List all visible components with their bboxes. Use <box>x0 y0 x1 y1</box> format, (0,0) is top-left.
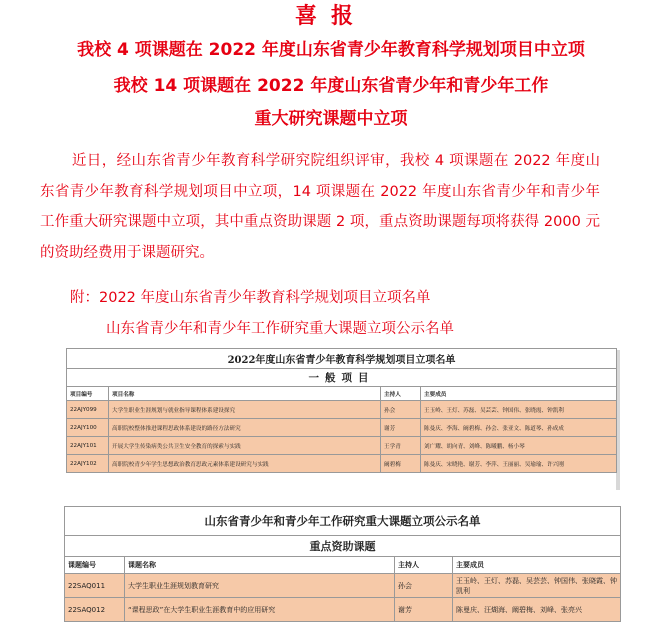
table2-header: 课题名称 <box>125 557 395 574</box>
page-title: 喜报 <box>294 4 367 29</box>
table1-header: 项目编号 <box>67 387 109 401</box>
project-name: 高职院校青少年学生思想政治教育思政元素体系建设研究与实践 <box>109 455 381 473</box>
project-id: 22AJY101 <box>67 437 109 455</box>
table-row <box>67 437 617 455</box>
body-paragraph: 近日，经山东省青少年教育科学研究院组织评审，我校 4 项课题在 2022 年度山东省青少年教育科学规划项目中立项，14 项课题在 2022 年度山东省青少年和青少年工作重大研究课题中立项，其中重点资助课题 2 项，重点资助课题每项将获得 2000 元的资助经费用于课题研究。 <box>40 153 600 261</box>
table1-caption: 2022年度山东省青少年教育科学规划项目立项名单 <box>67 349 617 369</box>
project-name: 大学生职业生涯规划教育研究 <box>125 574 395 598</box>
project-leader: 阚碧梅 <box>381 455 421 473</box>
table-row <box>65 598 621 622</box>
project-leader: 孙会 <box>381 401 421 419</box>
project-name: 高职院校整体推进课程思政体系建设的路径方法研究 <box>109 419 381 437</box>
table-row <box>65 574 621 598</box>
table1-header: 主持人 <box>381 387 421 401</box>
table1-header: 主要成员 <box>421 387 617 401</box>
project-name: “课程思政”在大学生职业生涯教育中的应用研究 <box>125 598 395 622</box>
project-leader: 谢芳 <box>395 598 453 622</box>
table-major-research-list <box>64 506 621 622</box>
project-name: 开展大学生传染病类公共卫生安全教育的探索与实践 <box>109 437 381 455</box>
table-row <box>67 401 617 419</box>
table1-subcaption: 一般项目 <box>67 369 617 387</box>
project-members: 王玉岭、王灯、苏磊、吴芸芸、钟国伟、张晓霞、钟凯利 <box>453 574 621 598</box>
table2-header: 主持人 <box>395 557 453 574</box>
project-members: 王玉岭、王灯、苏磊、吴芸芸、钟国伟、张晓霞、钟凯利 <box>421 401 617 419</box>
project-leader: 孙会 <box>395 574 453 598</box>
headline-1: 我校 4 项课题在 2022 年度山东省青少年教育科学规划项目中立项 <box>77 40 585 60</box>
table-2022-project-list <box>66 348 617 473</box>
project-members: 陈曼庆、李海、阚碧梅、孙会、张亚文、陈道琴、孙成成 <box>421 419 617 437</box>
headline-2: 我校 14 项课题在 2022 年度山东省青少年和青少年工作 <box>113 76 549 96</box>
project-leader: 王学青 <box>381 437 421 455</box>
project-id: 22SAQ011 <box>65 574 125 598</box>
project-members: 陈曼庆、汪煳海、阚碧梅、刘峰、张亮兴 <box>453 598 621 622</box>
table2-subcaption: 重点资助课题 <box>65 536 621 557</box>
table2-header: 主要成员 <box>453 557 621 574</box>
project-members: 刘广耀、胡向青、刘峰、陈曦鹏、杨小琴 <box>421 437 617 455</box>
annex-line-1: 附：2022 年度山东省青少年教育科学规划项目立项名单 <box>70 290 431 306</box>
table-row <box>67 455 617 473</box>
project-id: 22AJY100 <box>67 419 109 437</box>
annex-line-2: 山东省青少年和青少年工作研究重大课题立项公示名单 <box>106 321 454 337</box>
table2-caption: 山东省青少年和青少年工作研究重大课题立项公示名单 <box>65 507 621 536</box>
table-row <box>67 419 617 437</box>
project-name: 大学生职业生涯规划与就业指导课程体系建设探究 <box>109 401 381 419</box>
table2-header: 课题编号 <box>65 557 125 574</box>
project-id: 22SAQ012 <box>65 598 125 622</box>
headline-3: 重大研究课题中立项 <box>254 109 408 129</box>
project-members: 陈曼庆、宋晓艳、谢芳、李萍、王丽丽、吴瑜瑜、许兴刚 <box>421 455 617 473</box>
project-id: 22AJY099 <box>67 401 109 419</box>
table1-header: 项目名称 <box>109 387 381 401</box>
project-leader: 谢芳 <box>381 419 421 437</box>
project-id: 22AJY102 <box>67 455 109 473</box>
